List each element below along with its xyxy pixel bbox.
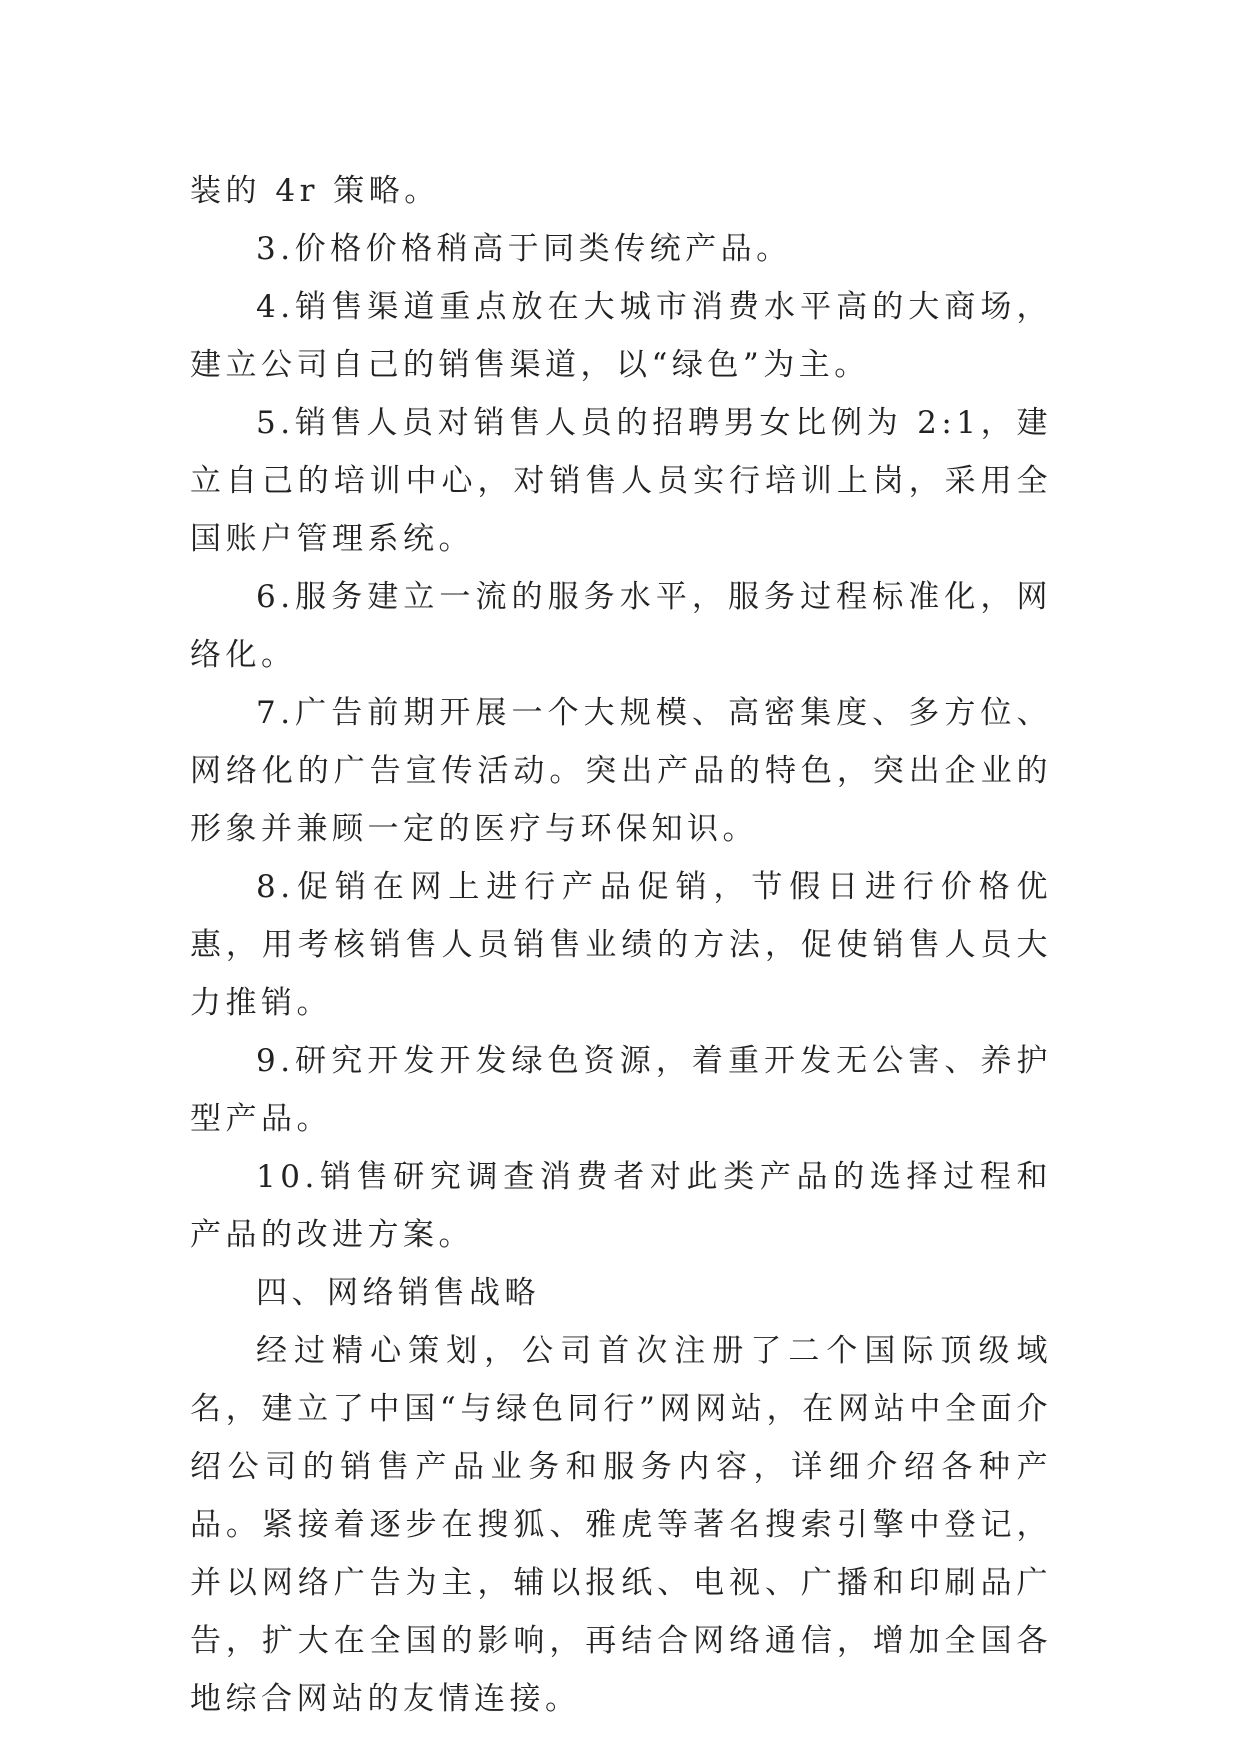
paragraph-item-3-price: 3.价格价格稍高于同类传统产品。 — [256, 231, 792, 267]
paragraph-item-10-survey: 10.销售研究调查消费者对此类产品的选择过程和产品的改进方案。 — [190, 1159, 1052, 1253]
paragraph-item-9-research: 9.研究开发开发绿色资源，着重开发无公害、养护型产品。 — [190, 1043, 1052, 1137]
paragraph-continuation: 装的 4r 策略。 — [190, 173, 440, 209]
paragraph-online-strategy-body: 经过精心策划，公司首次注册了二个国际顶级域名，建立了中国“与绿色同行”网网站，在网站中全面介绍公司的销售产品业务和服务内容，详细介绍各种产品。紧接着逐步在搜狐、雅虎等著名搜索引擎中登记，并以网络广告为主，辅以报纸、电视、广播和印刷品广告，扩大在全国的影响，再结合网络通信，增加全国各地综合网站的友情连接。 — [190, 1333, 1052, 1717]
paragraph-item-5-sales-staff: 5.销售人员对销售人员的招聘男女比例为 2:1，建立自己的培训中心，对销售人员实行培训上岗，采用全国账户管理系统。 — [190, 405, 1052, 557]
document-body — [190, 162, 1052, 1728]
paragraph-item-7-advertising: 7.广告前期开展一个大规模、高密集度、多方位、网络化的广告宣传活动。突出产品的特色，突出企业的形象并兼顾一定的医疗与环保知识。 — [190, 695, 1052, 847]
paragraph-item-4-channels: 4.销售渠道重点放在大城市消费水平高的大商场，建立公司自己的销售渠道，以“绿色”为主。 — [190, 289, 1052, 383]
section-heading-online-strategy: 四、网络销售战略 — [256, 1275, 540, 1311]
paragraph-item-6-service: 6.服务建立一流的服务水平，服务过程标准化，网络化。 — [190, 579, 1052, 673]
paragraph-item-8-promotion: 8.促销在网上进行产品促销，节假日进行价格优惠，用考核销售人员销售业绩的方法，促使销售人员大力推销。 — [190, 869, 1052, 1021]
